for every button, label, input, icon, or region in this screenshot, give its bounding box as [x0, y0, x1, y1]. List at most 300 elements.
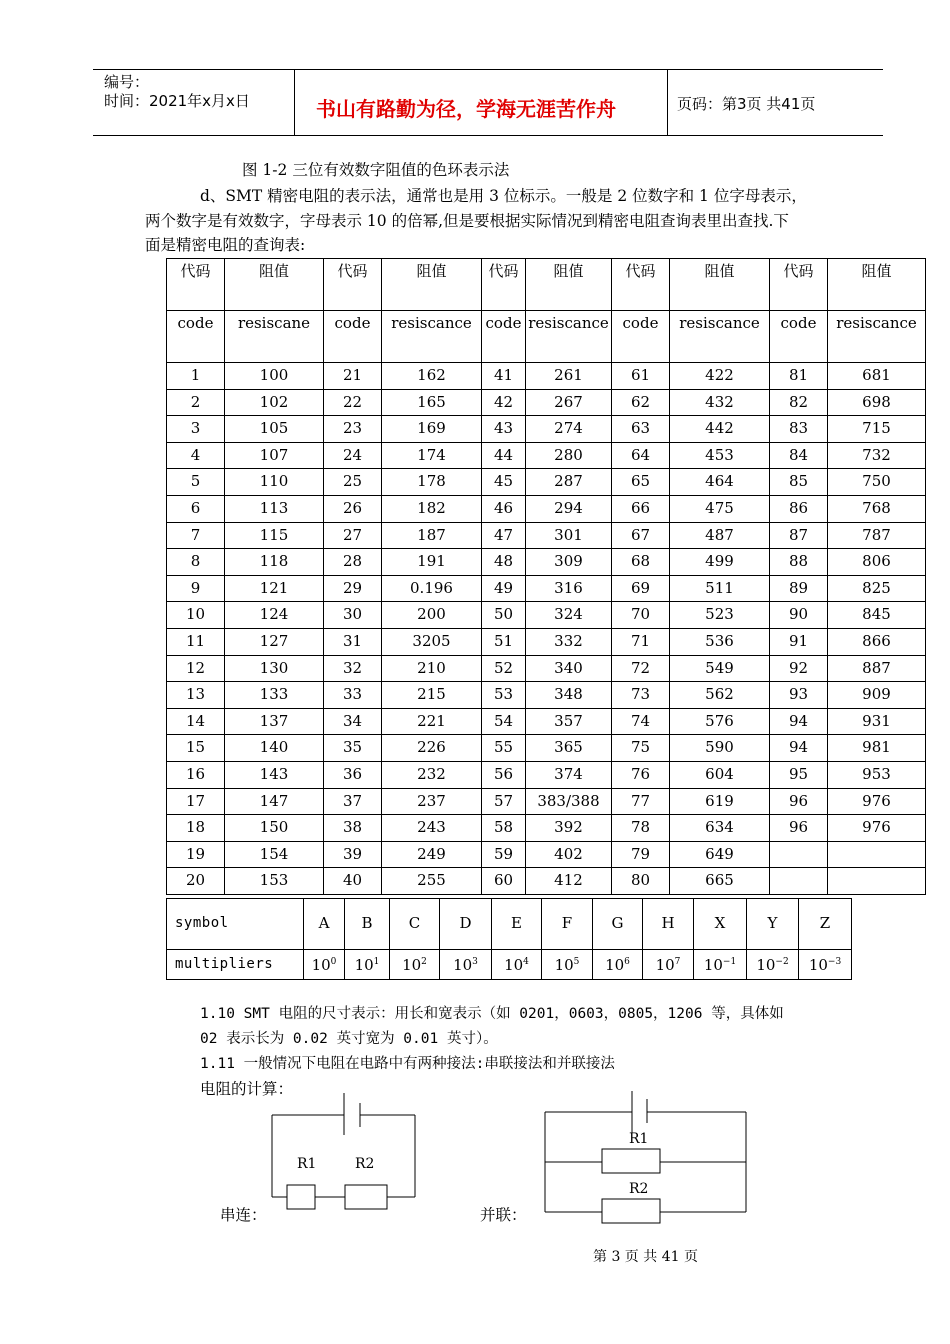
table-cell: 953: [828, 761, 926, 788]
table-cell: 31: [324, 628, 382, 655]
table-cell: 95: [770, 761, 828, 788]
table-cell: 13: [167, 682, 225, 709]
table-cell: 16: [167, 761, 225, 788]
table-row: [167, 575, 926, 602]
table-cell: 47: [482, 522, 526, 549]
table-cell: 422: [670, 363, 770, 390]
table-row: [167, 628, 926, 655]
table-cell: 5: [167, 469, 225, 496]
table-cell: 52: [482, 655, 526, 682]
table-cell: 9: [167, 575, 225, 602]
table-cell: 475: [670, 495, 770, 522]
table-cell: 232: [382, 761, 482, 788]
table-cell: 137: [225, 708, 324, 735]
table-cell: 60: [482, 868, 526, 895]
table-cell: 26: [324, 495, 382, 522]
table-cell: 41: [482, 363, 526, 390]
table-cell: 169: [382, 416, 482, 443]
table-cell: 931: [828, 708, 926, 735]
table-cell: [770, 841, 828, 868]
table-cell: 21: [324, 363, 382, 390]
table-cell: 442: [670, 416, 770, 443]
series-resistor-r1: [287, 1185, 315, 1209]
table-cell: 87: [770, 522, 828, 549]
table-cell: 90: [770, 602, 828, 629]
multiplier-exponent: 3: [472, 957, 478, 967]
multiplier-exponent: −2: [775, 957, 789, 967]
table-row: [167, 442, 926, 469]
table-cell: 30: [324, 602, 382, 629]
table-cell: 981: [828, 735, 926, 762]
table-cell: 237: [382, 788, 482, 815]
table-cell: 88: [770, 549, 828, 576]
multiplier-symbol-cell: B: [345, 899, 390, 950]
table-cell: 70: [612, 602, 670, 629]
table-cell: 549: [670, 655, 770, 682]
table-row: [167, 655, 926, 682]
table-row: [167, 469, 926, 496]
table-cell: 85: [770, 469, 828, 496]
table-cell: 976: [828, 788, 926, 815]
table-cell: 316: [526, 575, 612, 602]
multiplier-symbol-cell: Z: [799, 899, 852, 950]
multiplier-symbol-cell: C: [390, 899, 440, 950]
table-cell: 200: [382, 602, 482, 629]
table-cell: 261: [526, 363, 612, 390]
multiplier-base: 10: [354, 956, 374, 974]
multiplier-base: 10: [605, 956, 625, 974]
table-cell: 14: [167, 708, 225, 735]
table-cell: 69: [612, 575, 670, 602]
multiplier-value-cell: [304, 950, 345, 980]
table-cell: 115: [225, 522, 324, 549]
multiplier-value-cell: [643, 950, 694, 980]
multiplier-exponent: 1: [373, 957, 380, 967]
table-cell: 4: [167, 442, 225, 469]
table-cell: 40: [324, 868, 382, 895]
table-cell: 27: [324, 522, 382, 549]
table-cell: 42: [482, 389, 526, 416]
table-cell: 3205: [382, 628, 482, 655]
table-cell: 2: [167, 389, 225, 416]
table-cell: 51: [482, 628, 526, 655]
table-cell: 221: [382, 708, 482, 735]
intro-line-1: d、SMT 精密电阻的表示法，通常也是用 3 位标示。一般是 2 位数字和 1 位字母表示，: [200, 187, 807, 205]
table-cell: 105: [225, 416, 324, 443]
table-cell: 619: [670, 788, 770, 815]
table-cell: 44: [482, 442, 526, 469]
table-cell: 487: [670, 522, 770, 549]
multiplier-symbol-cell: D: [440, 899, 492, 950]
symbol-label: symbol: [167, 899, 304, 950]
parallel-r2-label: R2: [629, 1181, 649, 1197]
table-cell: 43: [482, 416, 526, 443]
table-cell: 464: [670, 469, 770, 496]
section-1-10-line-2: 02 表示长为 0.02 英寸宽为 0.01 英寸）。: [200, 1031, 498, 1047]
table-cell: 59: [482, 841, 526, 868]
header-en-cell: resiscance: [670, 311, 770, 363]
table-cell: 383/388: [526, 788, 612, 815]
table-row: [167, 363, 926, 390]
header-en-cell: resiscance: [526, 311, 612, 363]
table-cell: 499: [670, 549, 770, 576]
table-cell: [770, 868, 828, 895]
table-row: [167, 841, 926, 868]
table-cell: 392: [526, 815, 612, 842]
section-1-10-line-1: 1.10 SMT 电阻的尺寸表示：用长和宽表示（如 0201，0603，0805，1206 等，具体如: [200, 1006, 784, 1022]
table-cell: 324: [526, 602, 612, 629]
table-cell: 3: [167, 416, 225, 443]
table-cell: 365: [526, 735, 612, 762]
header-cn-cell: 代码: [482, 259, 526, 311]
table-cell: 66: [612, 495, 670, 522]
table-cell: 294: [526, 495, 612, 522]
table-cell: 698: [828, 389, 926, 416]
multiplier-value-cell: [492, 950, 542, 980]
table-cell: 143: [225, 761, 324, 788]
table-cell: 39: [324, 841, 382, 868]
table-cell: 68: [612, 549, 670, 576]
multiplier-symbol-cell: F: [542, 899, 593, 950]
table-cell: 287: [526, 469, 612, 496]
table-cell: 94: [770, 708, 828, 735]
multiplier-exponent: −3: [827, 957, 842, 967]
multiplier-symbol-cell: Y: [747, 899, 799, 950]
table-cell: 182: [382, 495, 482, 522]
table-cell: 89: [770, 575, 828, 602]
table-cell: 110: [225, 469, 324, 496]
table-cell: 511: [670, 575, 770, 602]
document-number-label: 编号：: [104, 73, 150, 91]
multiplier-exponent: 5: [573, 957, 580, 967]
multiplier-symbol-cell: A: [304, 899, 345, 950]
table-cell: 64: [612, 442, 670, 469]
table-cell: 86: [770, 495, 828, 522]
table-cell: 15: [167, 735, 225, 762]
table-cell: 649: [670, 841, 770, 868]
table-cell: 825: [828, 575, 926, 602]
table-cell: [828, 868, 926, 895]
table-cell: 976: [828, 815, 926, 842]
table-cell: 1: [167, 363, 225, 390]
page-number-label: 页码：第3页 共41页: [677, 95, 816, 113]
multiplier-value-cell: [345, 950, 390, 980]
table-cell: 25: [324, 469, 382, 496]
intro-line-2: 两个数字是有效数字，字母表示 10 的倍幂,但是要根据实际情况到精密电阻查询表里出查找.下: [145, 212, 789, 230]
header-en-cell: code: [167, 311, 225, 363]
table-cell: 590: [670, 735, 770, 762]
parallel-resistor-r1: [602, 1149, 660, 1173]
table-cell: 38: [324, 815, 382, 842]
table-cell: 909: [828, 682, 926, 709]
table-cell: 348: [526, 682, 612, 709]
table-cell: 74: [612, 708, 670, 735]
table-cell: 453: [670, 442, 770, 469]
multiplier-base: 10: [655, 956, 675, 974]
multiplier-table: [166, 898, 852, 980]
table-cell: 210: [382, 655, 482, 682]
header-en-row: [167, 311, 926, 363]
table-cell: 732: [828, 442, 926, 469]
table-cell: 11: [167, 628, 225, 655]
multiplier-value-cell: [694, 950, 747, 980]
header-en-cell: resiscance: [382, 311, 482, 363]
table-cell: 243: [382, 815, 482, 842]
multiplier-symbol-cell: X: [694, 899, 747, 950]
table-cell: 32: [324, 655, 382, 682]
table-cell: 67: [612, 522, 670, 549]
series-label: 串连：: [220, 1206, 267, 1224]
table-cell: 118: [225, 549, 324, 576]
table-cell: 130: [225, 655, 324, 682]
multiplier-value-cell: [799, 950, 852, 980]
table-cell: 7: [167, 522, 225, 549]
table-cell: 19: [167, 841, 225, 868]
table-row: [167, 549, 926, 576]
parallel-circuit-diagram: [540, 1085, 755, 1235]
table-cell: 133: [225, 682, 324, 709]
table-cell: 6: [167, 495, 225, 522]
multiplier-symbol-cell: H: [643, 899, 694, 950]
table-cell: 536: [670, 628, 770, 655]
header-cn-cell: 阻值: [828, 259, 926, 311]
multiplier-base: 10: [402, 956, 422, 974]
table-row: [167, 788, 926, 815]
table-row: [167, 708, 926, 735]
table-cell: 332: [526, 628, 612, 655]
multiplier-exponent: 7: [674, 957, 681, 967]
table-cell: 56: [482, 761, 526, 788]
table-cell: 845: [828, 602, 926, 629]
table-cell: 96: [770, 815, 828, 842]
multiplier-base: 10: [453, 956, 473, 974]
table-cell: 191: [382, 549, 482, 576]
table-cell: 165: [382, 389, 482, 416]
header-cn-cell: 阻值: [526, 259, 612, 311]
multiplier-exponent: 6: [624, 957, 630, 967]
table-cell: 79: [612, 841, 670, 868]
section-1-11: 1.11 一般情况下电阻在电路中有两种接法:串联接法和并联接法: [200, 1056, 615, 1072]
table-row: [167, 389, 926, 416]
table-cell: 46: [482, 495, 526, 522]
table-cell: 76: [612, 761, 670, 788]
table-cell: 45: [482, 469, 526, 496]
table-cell: 150: [225, 815, 324, 842]
table-cell: 91: [770, 628, 828, 655]
table-cell: 187: [382, 522, 482, 549]
multiplier-symbol-cell: G: [593, 899, 643, 950]
table-cell: 402: [526, 841, 612, 868]
table-cell: 750: [828, 469, 926, 496]
table-cell: 0.196: [382, 575, 482, 602]
header-cn-cell: 代码: [167, 259, 225, 311]
table-cell: 768: [828, 495, 926, 522]
table-cell: 71: [612, 628, 670, 655]
table-cell: 357: [526, 708, 612, 735]
table-cell: 48: [482, 549, 526, 576]
table-cell: 249: [382, 841, 482, 868]
table-cell: 100: [225, 363, 324, 390]
header-cn-cell: 代码: [612, 259, 670, 311]
table-cell: 65: [612, 469, 670, 496]
header-en-cell: code: [482, 311, 526, 363]
multiplier-exponent: 4: [523, 957, 529, 967]
table-cell: 34: [324, 708, 382, 735]
table-cell: 78: [612, 815, 670, 842]
calculation-label: 电阻的计算：: [200, 1080, 294, 1098]
table-cell: 174: [382, 442, 482, 469]
header-cn-row: [167, 259, 926, 311]
table-cell: 274: [526, 416, 612, 443]
multiplier-value-cell: [542, 950, 593, 980]
series-r1-label: R1: [297, 1156, 317, 1172]
header-en-cell: code: [612, 311, 670, 363]
table-cell: 178: [382, 469, 482, 496]
table-cell: 432: [670, 389, 770, 416]
table-cell: 96: [770, 788, 828, 815]
table-cell: 81: [770, 363, 828, 390]
table-cell: 140: [225, 735, 324, 762]
multiplier-base: 10: [756, 956, 776, 974]
table-cell: 10: [167, 602, 225, 629]
header-cn-cell: 阻值: [382, 259, 482, 311]
multiplier-value-cell: [747, 950, 799, 980]
table-cell: 523: [670, 602, 770, 629]
table-cell: 50: [482, 602, 526, 629]
table-cell: 77: [612, 788, 670, 815]
multipliers-label: multipliers: [167, 950, 304, 980]
table-cell: 121: [225, 575, 324, 602]
table-cell: 61: [612, 363, 670, 390]
multiplier-exponent: −1: [722, 957, 737, 967]
document-time-label: 时间：2021年x月x日: [104, 92, 250, 110]
table-row: [167, 735, 926, 762]
table-row: [167, 815, 926, 842]
table-cell: 154: [225, 841, 324, 868]
table-cell: 806: [828, 549, 926, 576]
table-cell: 93: [770, 682, 828, 709]
table-cell: 36: [324, 761, 382, 788]
table-row: [167, 761, 926, 788]
table-cell: 107: [225, 442, 324, 469]
figure-caption: 图 1-2 三位有效数字阻值的色环表示法: [242, 161, 510, 179]
table-cell: 17: [167, 788, 225, 815]
multiplier-base: 10: [808, 956, 828, 974]
table-cell: 562: [670, 682, 770, 709]
table-cell: 80: [612, 868, 670, 895]
table-cell: 576: [670, 708, 770, 735]
table-row: [167, 522, 926, 549]
multiplier-value-cell: [390, 950, 440, 980]
table-cell: 215: [382, 682, 482, 709]
header-en-cell: code: [324, 311, 382, 363]
page-footer: 第 3 页 共 41 页: [593, 1249, 698, 1265]
table-cell: 24: [324, 442, 382, 469]
table-cell: 35: [324, 735, 382, 762]
table-row: [167, 416, 926, 443]
multiplier-value-cell: [593, 950, 643, 980]
table-cell: 412: [526, 868, 612, 895]
header-en-cell: resiscane: [225, 311, 324, 363]
table-cell: 340: [526, 655, 612, 682]
table-cell: [828, 841, 926, 868]
table-cell: 54: [482, 708, 526, 735]
table-cell: 73: [612, 682, 670, 709]
table-cell: 102: [225, 389, 324, 416]
table-row: [167, 682, 926, 709]
table-cell: 124: [225, 602, 324, 629]
table-cell: 55: [482, 735, 526, 762]
series-resistor-r2: [345, 1185, 387, 1209]
table-row: [167, 602, 926, 629]
table-cell: 153: [225, 868, 324, 895]
table-cell: 57: [482, 788, 526, 815]
table-cell: 92: [770, 655, 828, 682]
table-cell: 82: [770, 389, 828, 416]
precision-resistor-lookup-table: [166, 258, 926, 895]
parallel-resistor-r2: [602, 1199, 660, 1223]
table-cell: 49: [482, 575, 526, 602]
table-cell: 18: [167, 815, 225, 842]
table-cell: 58: [482, 815, 526, 842]
parallel-label: 并联：: [480, 1206, 527, 1224]
header-cn-cell: 代码: [324, 259, 382, 311]
multiplier-base: 10: [554, 956, 574, 974]
table-cell: 37: [324, 788, 382, 815]
table-cell: 53: [482, 682, 526, 709]
table-row: [167, 495, 926, 522]
table-cell: 29: [324, 575, 382, 602]
table-cell: 715: [828, 416, 926, 443]
parallel-r1-label: R1: [629, 1131, 649, 1147]
multiplier-base: 10: [504, 956, 524, 974]
table-cell: 94: [770, 735, 828, 762]
table-cell: 84: [770, 442, 828, 469]
table-cell: 374: [526, 761, 612, 788]
table-cell: 8: [167, 549, 225, 576]
header-cn-cell: 代码: [770, 259, 828, 311]
table-cell: 113: [225, 495, 324, 522]
table-cell: 23: [324, 416, 382, 443]
table-cell: 22: [324, 389, 382, 416]
table-cell: 604: [670, 761, 770, 788]
table-cell: 280: [526, 442, 612, 469]
intro-line-3: 面是精密电阻的查询表:: [145, 236, 306, 254]
table-cell: 162: [382, 363, 482, 390]
table-cell: 83: [770, 416, 828, 443]
multiplier-value-cell: [440, 950, 492, 980]
table-cell: 75: [612, 735, 670, 762]
header-en-cell: resiscance: [828, 311, 926, 363]
multiplier-exponent: 2: [421, 957, 427, 967]
table-cell: 681: [828, 363, 926, 390]
table-cell: 127: [225, 628, 324, 655]
multiplier-base: 10: [703, 956, 723, 974]
series-circuit-diagram: [260, 1085, 430, 1225]
table-cell: 887: [828, 655, 926, 682]
header-en-cell: code: [770, 311, 828, 363]
multiplier-base: 10: [311, 956, 331, 974]
table-cell: 309: [526, 549, 612, 576]
table-cell: 33: [324, 682, 382, 709]
header-motto: 书山有路勤为径，学海无涯苦作舟: [316, 97, 616, 121]
table-cell: 255: [382, 868, 482, 895]
table-cell: 226: [382, 735, 482, 762]
table-cell: 787: [828, 522, 926, 549]
table-cell: 665: [670, 868, 770, 895]
table-cell: 866: [828, 628, 926, 655]
table-cell: 147: [225, 788, 324, 815]
